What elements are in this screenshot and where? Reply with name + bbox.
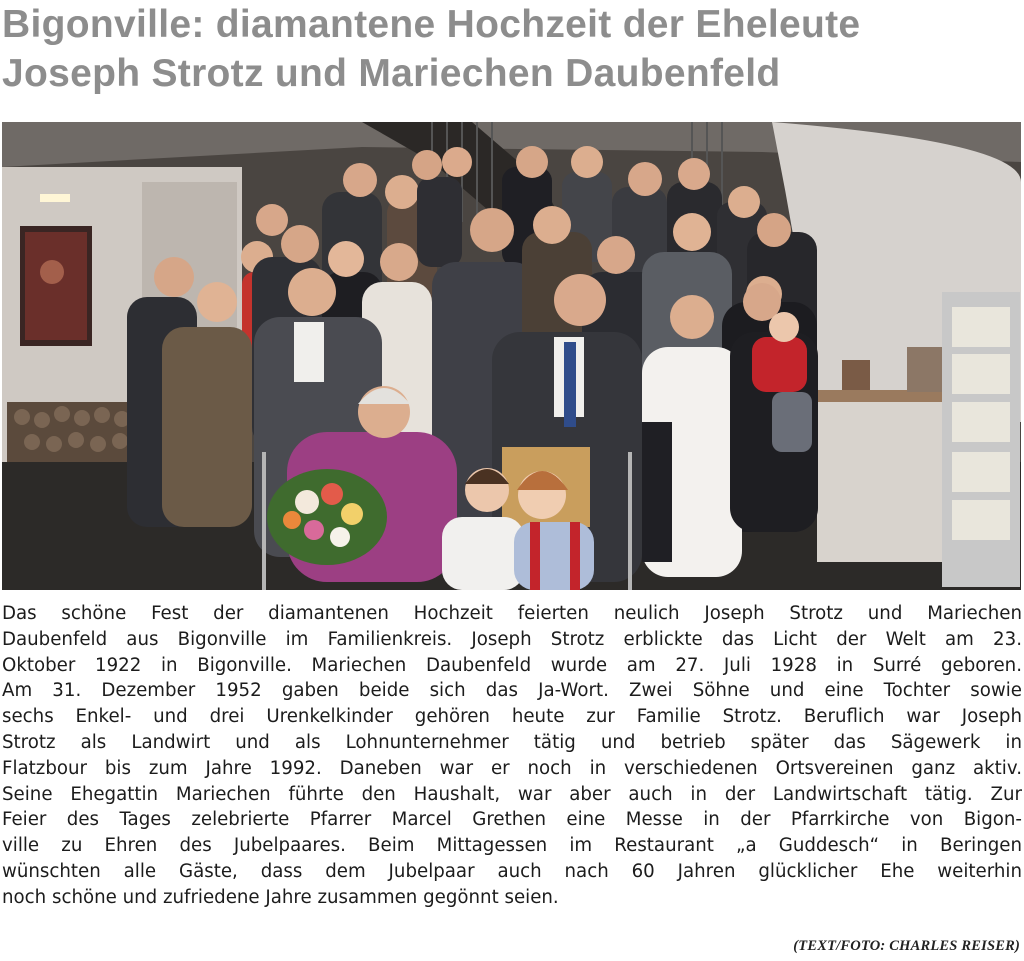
body-line: Flatzbour bis zum Jahre 1992. Daneben war er noch in verschiedenen Ortsvereinen ganz aktiv. bbox=[2, 757, 1022, 779]
body-line: Oktober 1922 in Bigonville. Mariechen Daubenfeld wurde am 27. Juli 1928 in Surré geboren. bbox=[2, 654, 1022, 676]
article-body bbox=[2, 601, 1022, 911]
group-photo bbox=[2, 122, 1021, 590]
body-line: sechs Enkel- und drei Urenkelkinder gehören heute zur Familie Strotz. Beruflich war Joseph bbox=[2, 706, 1022, 728]
body-line: Strotz als Landwirt und als Lohnunternehmer tätig und betrieb später das Sägewerk in bbox=[2, 731, 1022, 753]
photo-credit: (TEXT/FOTO: CHARLES REISER) bbox=[793, 938, 1020, 954]
body-line: Daubenfeld aus Bigonville im Familienkreis. Joseph Strotz erblickte das Licht der Welt am 23. bbox=[2, 628, 1022, 650]
article-headline bbox=[2, 0, 1022, 98]
headline-line-1: Bigonville: diamantene Hochzeit der Eheleute bbox=[2, 3, 861, 46]
body-line: Am 31. Dezember 1952 gaben beide sich das Ja-Wort. Zwei Söhne und eine Tochter sowie bbox=[2, 680, 1022, 702]
body-line: Feier des Tages zelebrierte Pfarrer Marcel Grethen eine Messe in der Pfarrkirche von Bigon- bbox=[2, 809, 1022, 831]
body-line: Seine Ehegattin Mariechen führte den Haushalt, war aber auch in der Landwirtschaft tätig. Zur bbox=[2, 783, 1022, 805]
body-line: noch schöne und zufriedene Jahre zusammen gegönnt seien. bbox=[2, 886, 559, 908]
body-line: ville zu Ehren des Jubelpaares. Beim Mittagessen im Restaurant „a Guddesch“ in Beringen bbox=[2, 835, 1022, 857]
headline-line-2: Joseph Strotz und Mariechen Daubenfeld bbox=[2, 52, 781, 95]
body-line: wünschten alle Gäste, dass dem Jubelpaar auch nach 60 Jahren glücklicher Ehe weiterhin bbox=[2, 860, 1022, 882]
body-line: Das schöne Fest der diamantenen Hochzeit feierten neulich Joseph Strotz und Mariechen bbox=[2, 603, 1022, 624]
